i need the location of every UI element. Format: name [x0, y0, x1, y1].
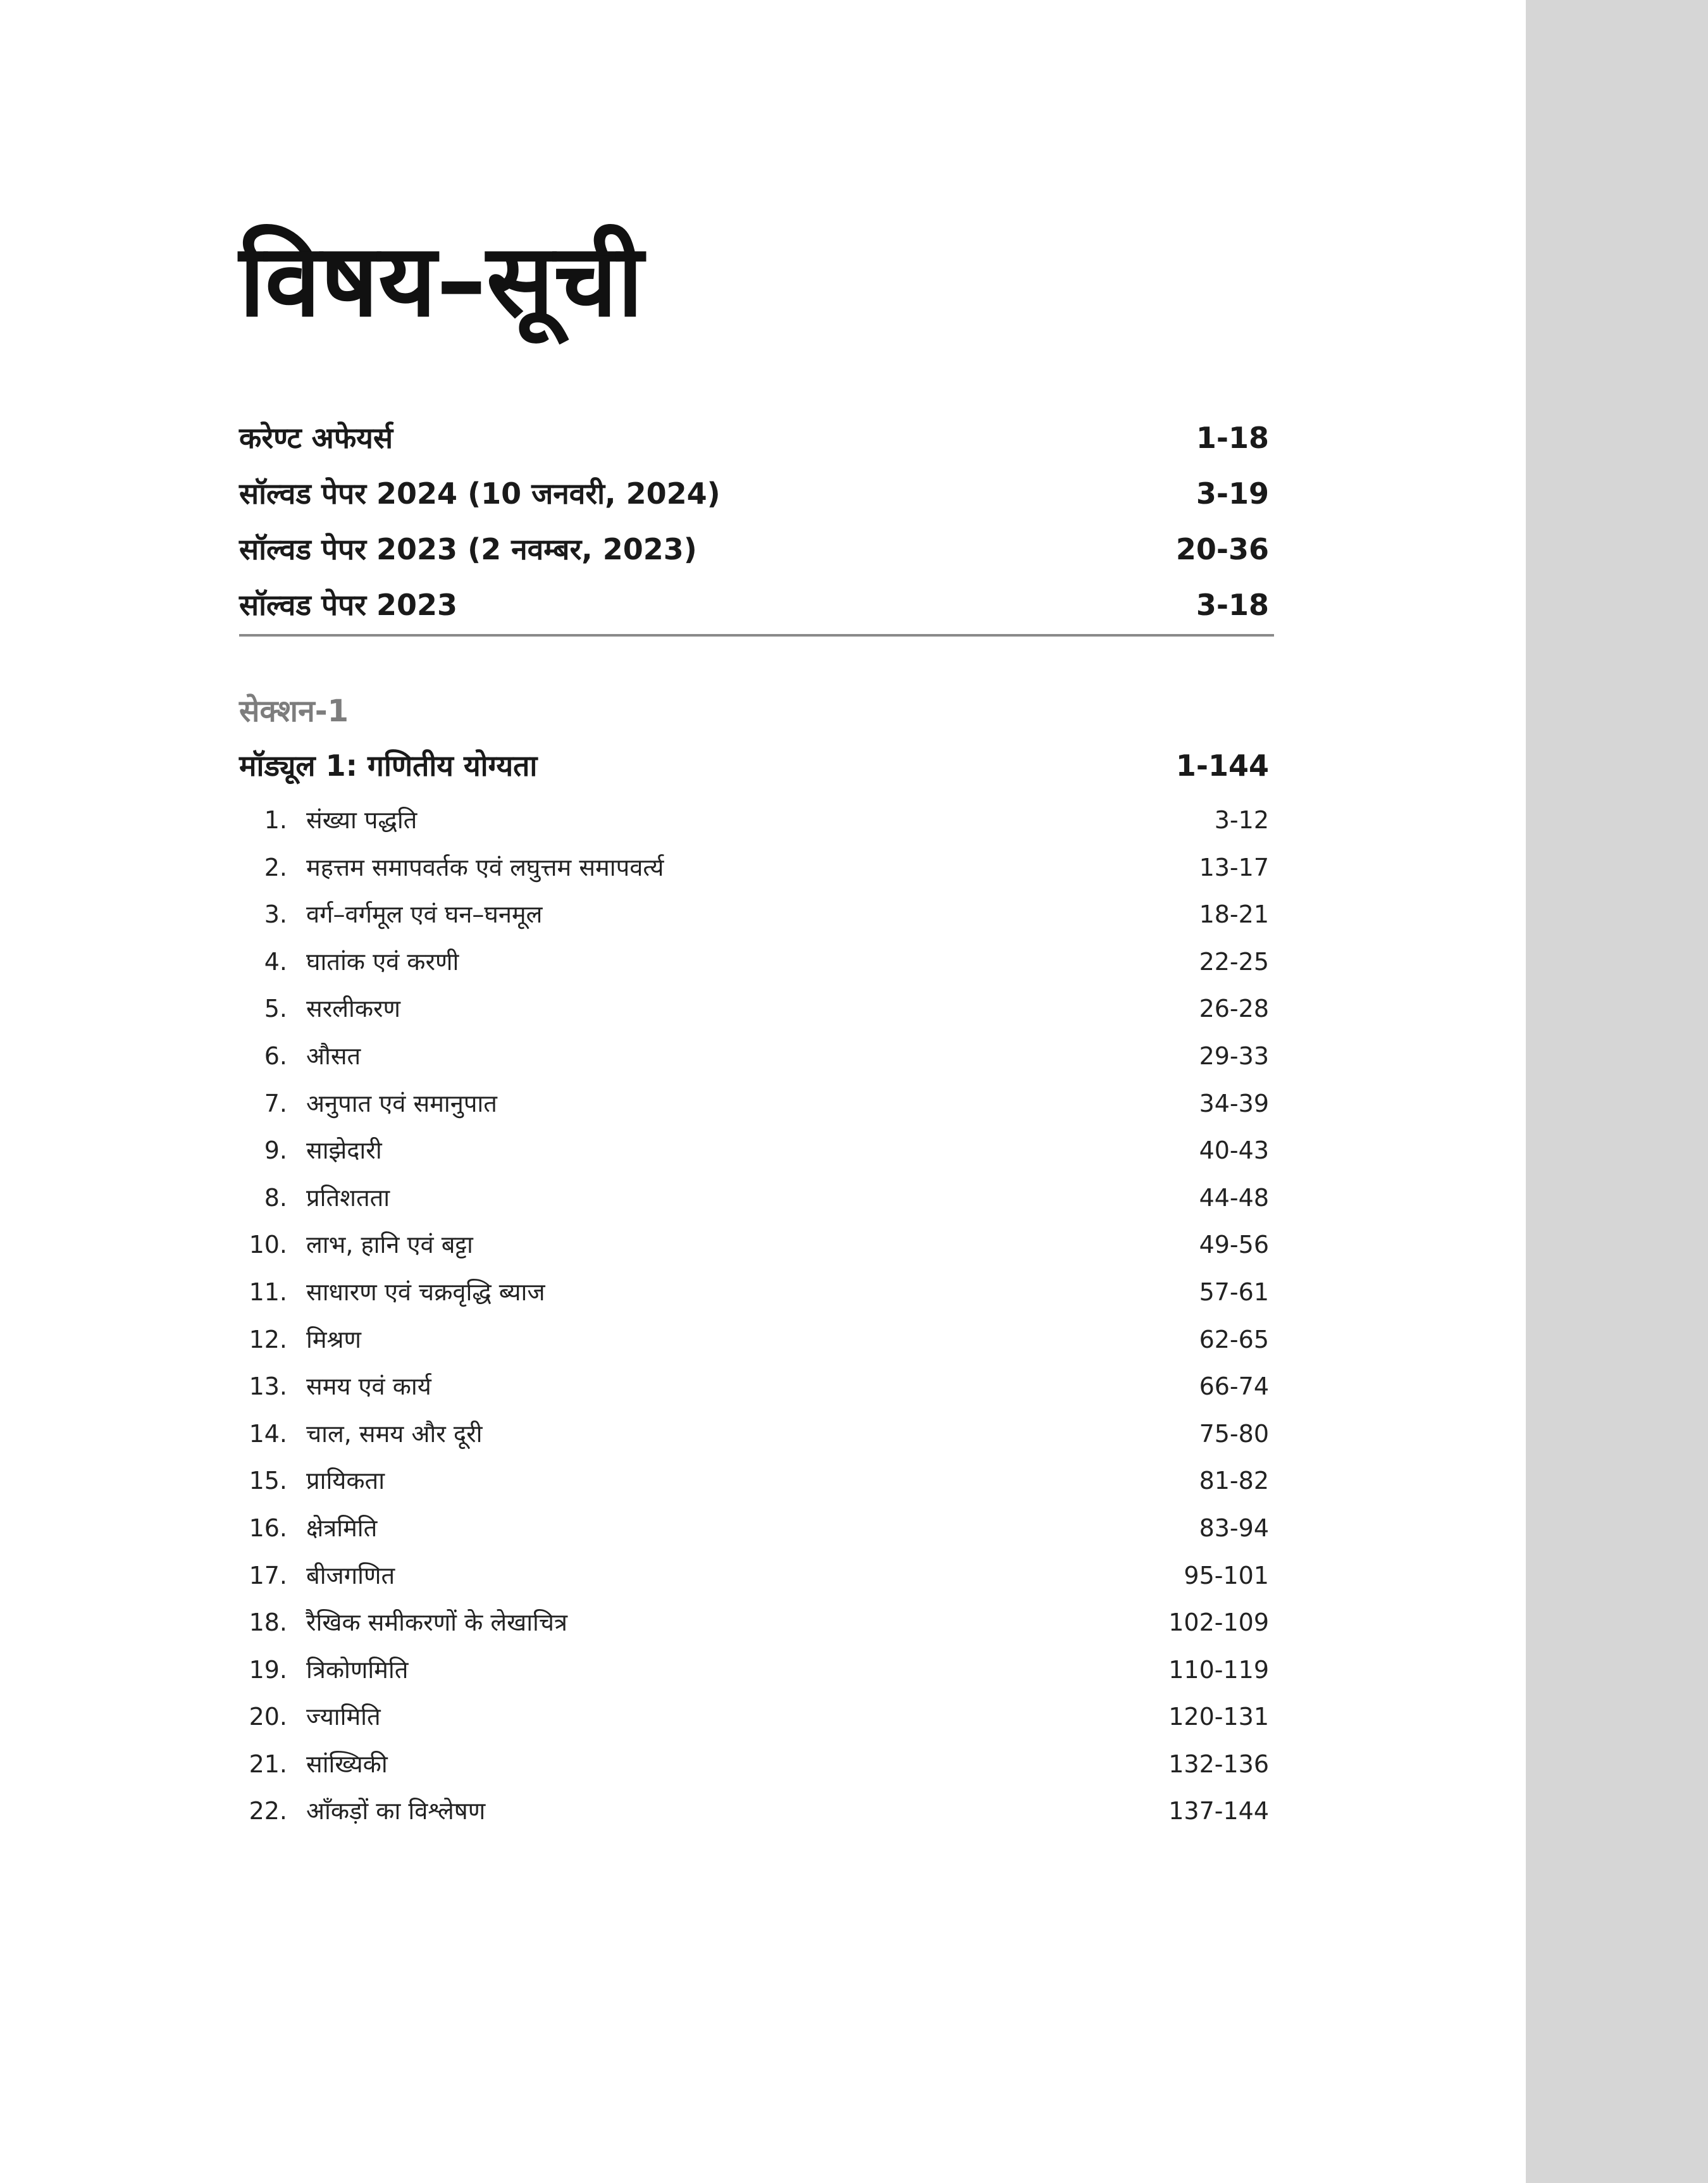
page-title: विषय–सूची: [239, 223, 643, 339]
toc-entry[interactable]: [239, 466, 1274, 521]
chapter-pages: 75-80: [1199, 1419, 1269, 1448]
chapter-number: 21.: [249, 1750, 287, 1778]
chapter-title: सांख्यिकी: [306, 1750, 388, 1778]
chapter-entry[interactable]: [239, 1174, 1274, 1222]
chapter-pages: 57-61: [1199, 1278, 1269, 1306]
chapter-pages: 66-74: [1199, 1372, 1269, 1401]
chapter-title: साझेदारी: [306, 1136, 382, 1165]
chapter-pages: 110-119: [1168, 1655, 1269, 1684]
entry-label: सॉल्वड पेपर 2024 (10 जनवरी, 2024): [239, 476, 721, 511]
chapter-entry[interactable]: [239, 1552, 1274, 1600]
chapter-entry[interactable]: [239, 1788, 1274, 1835]
entry-pages: 3-19: [1196, 476, 1269, 511]
chapter-pages: 26-28: [1199, 995, 1269, 1023]
chapter-entry[interactable]: [239, 844, 1274, 892]
chapter-entry[interactable]: [239, 1457, 1274, 1505]
chapter-title: घातांक एवं करणी: [306, 947, 459, 976]
section-divider: [239, 634, 1274, 637]
chapter-entry[interactable]: [239, 1646, 1274, 1694]
chapter-title: क्षेत्रमिति: [306, 1514, 378, 1542]
chapter-pages: 62-65: [1199, 1325, 1269, 1353]
chapter-entry[interactable]: [239, 1693, 1274, 1741]
entry-pages: 3-18: [1196, 588, 1269, 622]
module-label: मॉड्यूल 1: गणितीय योग्यता: [239, 749, 538, 783]
chapter-pages: 13-17: [1199, 853, 1269, 881]
chapter-title: अनुपात एवं समानुपात: [306, 1089, 497, 1117]
chapter-pages: 95-101: [1184, 1561, 1269, 1589]
section-label: सेक्शन-1: [239, 693, 349, 729]
chapter-number: 1.: [264, 806, 287, 834]
chapter-number: 15.: [249, 1467, 287, 1495]
chapter-entry[interactable]: [239, 985, 1274, 1033]
chapter-number: 17.: [249, 1561, 287, 1589]
module-pages: 1-144: [1175, 749, 1269, 783]
chapter-number: 10.: [249, 1231, 287, 1259]
entry-label: सॉल्वड पेपर 2023: [239, 588, 458, 622]
chapter-pages: 120-131: [1168, 1703, 1269, 1731]
chapter-entry[interactable]: [239, 891, 1274, 938]
chapter-title: रैखिक समीकरणों के लेखाचित्र: [306, 1608, 568, 1637]
chapter-title: आँकड़ों का विश्लेषण: [306, 1797, 486, 1825]
chapter-title: वर्ग–वर्गमूल एवं घन–घनमूल: [306, 900, 543, 929]
chapter-number: 5.: [264, 995, 287, 1023]
chapter-title: लाभ, हानि एवं बट्टा: [306, 1231, 473, 1259]
chapter-entry[interactable]: [239, 1599, 1274, 1646]
chapter-list: [239, 797, 1274, 1835]
chapter-pages: 83-94: [1199, 1514, 1269, 1542]
chapter-number: 18.: [249, 1608, 287, 1637]
chapter-title: बीजगणित: [306, 1561, 395, 1589]
entry-label: करेण्ट अफेयर्स: [239, 421, 393, 455]
chapter-number: 19.: [249, 1655, 287, 1684]
chapter-number: 4.: [264, 947, 287, 976]
chapter-number: 14.: [249, 1419, 287, 1448]
chapter-entry[interactable]: [239, 1363, 1274, 1410]
module-entry[interactable]: [239, 742, 1274, 790]
chapter-pages: 81-82: [1199, 1467, 1269, 1495]
chapter-pages: 22-25: [1199, 947, 1269, 976]
chapter-number: 3.: [264, 900, 287, 929]
chapter-title: औसत: [306, 1042, 361, 1070]
chapter-entry[interactable]: [239, 797, 1274, 844]
chapter-pages: 18-21: [1199, 900, 1269, 929]
chapter-title: प्रतिशतता: [306, 1183, 390, 1212]
top-entries: [239, 410, 1274, 633]
chapter-number: 20.: [249, 1703, 287, 1731]
chapter-entry[interactable]: [239, 1505, 1274, 1552]
chapter-entry[interactable]: [239, 1410, 1274, 1458]
chapter-entry[interactable]: [239, 938, 1274, 986]
entry-pages: 20-36: [1175, 532, 1269, 566]
chapter-title: साधारण एवं चक्रवृद्धि ब्याज: [306, 1278, 545, 1306]
chapter-entry[interactable]: [239, 1127, 1274, 1174]
chapter-title: प्रायिकता: [306, 1467, 385, 1495]
chapter-number: 7.: [264, 1089, 287, 1117]
chapter-pages: 102-109: [1168, 1608, 1269, 1637]
chapter-entry[interactable]: [239, 1741, 1274, 1788]
chapter-entry[interactable]: [239, 1080, 1274, 1128]
chapter-pages: 44-48: [1199, 1183, 1269, 1212]
chapter-pages: 132-136: [1168, 1750, 1269, 1778]
toc-entry[interactable]: [239, 410, 1274, 466]
chapter-title: संख्या पद्धति: [306, 806, 418, 834]
chapter-pages: 3-12: [1214, 806, 1269, 834]
chapter-pages: 40-43: [1199, 1136, 1269, 1165]
chapter-number: 22.: [249, 1797, 287, 1825]
chapter-number: 8.: [264, 1183, 287, 1212]
entry-pages: 1-18: [1196, 421, 1269, 455]
chapter-number: 12.: [249, 1325, 287, 1353]
chapter-entry[interactable]: [239, 1033, 1274, 1080]
chapter-number: 11.: [249, 1278, 287, 1306]
chapter-number: 16.: [249, 1514, 287, 1542]
chapter-pages: 29-33: [1199, 1042, 1269, 1070]
chapter-pages: 137-144: [1168, 1797, 1269, 1825]
chapter-pages: 49-56: [1199, 1231, 1269, 1259]
chapter-pages: 34-39: [1199, 1089, 1269, 1117]
chapter-title: महत्तम समापवर्तक एवं लघुत्तम समापवर्त्य: [306, 853, 664, 881]
chapter-title: ज्यामिति: [306, 1703, 381, 1731]
chapter-title: चाल, समय और दूरी: [306, 1419, 483, 1448]
chapter-title: मिश्रण: [306, 1325, 361, 1353]
entry-label: सॉल्वड पेपर 2023 (2 नवम्बर, 2023): [239, 532, 697, 566]
chapter-entry[interactable]: [239, 1221, 1274, 1269]
toc-entry[interactable]: [239, 577, 1274, 633]
chapter-title: सरलीकरण: [306, 995, 401, 1023]
toc-entry[interactable]: [239, 521, 1274, 577]
chapter-title: समय एवं कार्य: [306, 1372, 431, 1401]
chapter-number: 13.: [249, 1372, 287, 1401]
page-edge-strip: [1526, 0, 1708, 2183]
chapter-entry[interactable]: [239, 1269, 1274, 1316]
chapter-entry[interactable]: [239, 1316, 1274, 1364]
chapter-number: 2.: [264, 853, 287, 881]
chapter-number: 6.: [264, 1042, 287, 1070]
chapter-number: 9.: [264, 1136, 287, 1165]
chapter-title: त्रिकोणमिति: [306, 1655, 409, 1684]
